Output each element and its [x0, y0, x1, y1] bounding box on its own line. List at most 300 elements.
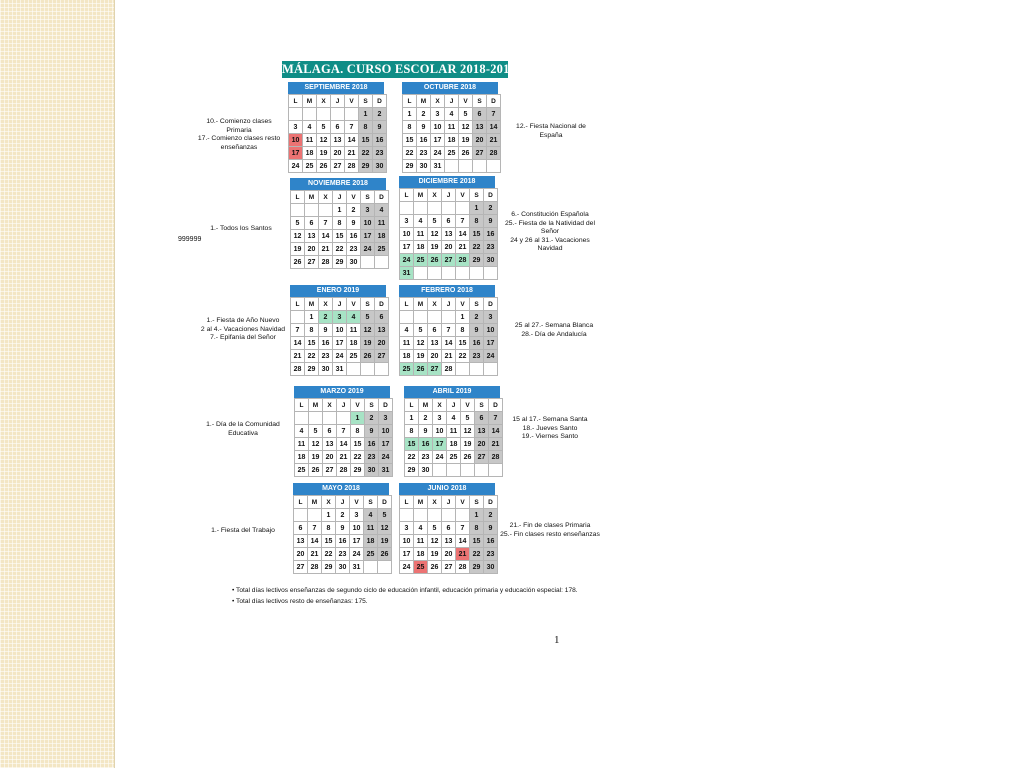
- day-cell: 24: [379, 451, 393, 464]
- day-cell: 23: [319, 350, 333, 363]
- day-cell: 6: [442, 522, 456, 535]
- empty-cell: [484, 267, 498, 280]
- day-cell: 5: [317, 121, 331, 134]
- empty-cell: [473, 160, 487, 173]
- weekday-label: J: [445, 95, 459, 108]
- day-cell: 16: [484, 228, 498, 241]
- day-cell: 17: [289, 147, 303, 160]
- day-cell: 11: [347, 324, 361, 337]
- day-cell: 26: [291, 256, 305, 269]
- month-header: ABRIL 2019: [404, 386, 500, 398]
- day-cell: 7: [456, 522, 470, 535]
- day-cell: 13: [442, 535, 456, 548]
- day-cell: 6: [475, 412, 489, 425]
- day-cell: 13: [442, 228, 456, 241]
- weekday-label: D: [375, 298, 389, 311]
- day-cell: 6: [442, 215, 456, 228]
- day-cell: 21: [456, 548, 470, 561]
- day-cell: 16: [484, 535, 498, 548]
- day-cell: 22: [333, 243, 347, 256]
- empty-cell: [414, 267, 428, 280]
- day-cell: 4: [303, 121, 317, 134]
- day-cell: 19: [428, 241, 442, 254]
- day-cell: 9: [484, 522, 498, 535]
- day-cell: 19: [361, 337, 375, 350]
- empty-cell: [456, 363, 470, 376]
- day-cell: 5: [414, 324, 428, 337]
- day-cell: 17: [350, 535, 364, 548]
- empty-cell: [400, 202, 414, 215]
- note-line: 28.- Día de Andalucía: [521, 330, 587, 338]
- day-cell: 28: [487, 147, 501, 160]
- note-line: 1.- Fiesta del Trabajo: [211, 527, 275, 534]
- weekday-label: D: [487, 95, 501, 108]
- day-cell: 25: [364, 548, 378, 561]
- weekday-label: J: [333, 191, 347, 204]
- day-cell: 24: [289, 160, 303, 173]
- day-cell: 21: [291, 350, 305, 363]
- day-cell: 18: [295, 451, 309, 464]
- day-cell: 8: [470, 522, 484, 535]
- day-cell: 27: [323, 464, 337, 477]
- day-cell: 14: [345, 134, 359, 147]
- day-cell: 14: [291, 337, 305, 350]
- month-grid: [402, 94, 501, 173]
- day-cell: 7: [345, 121, 359, 134]
- day-cell: 20: [442, 241, 456, 254]
- day-cell: 18: [400, 350, 414, 363]
- day-cell: 26: [317, 160, 331, 173]
- note-line: 24 y 26 al 31.- Vacaciones Navidad: [510, 236, 590, 252]
- day-cell: 22: [470, 241, 484, 254]
- day-cell: 21: [308, 548, 322, 561]
- empty-cell: [470, 267, 484, 280]
- day-cell: 24: [350, 548, 364, 561]
- empty-cell: [470, 363, 484, 376]
- day-cell: 7: [337, 425, 351, 438]
- day-cell: 22: [322, 548, 336, 561]
- day-cell: 12: [361, 324, 375, 337]
- note-line: 12.- Fiesta Nacional de España: [516, 123, 586, 139]
- note-line: 1.- Fiesta de Año Nuevo: [206, 317, 280, 324]
- day-cell: 10: [289, 134, 303, 147]
- day-cell: 23: [484, 241, 498, 254]
- month-header: DICIEMBRE 2018: [399, 176, 495, 188]
- day-cell: 8: [322, 522, 336, 535]
- day-cell: 1: [456, 311, 470, 324]
- weekday-label: X: [323, 399, 337, 412]
- weekday-label: J: [447, 399, 461, 412]
- day-cell: 10: [333, 324, 347, 337]
- day-cell: 16: [347, 230, 361, 243]
- day-cell: 3: [350, 509, 364, 522]
- day-cell: 11: [400, 337, 414, 350]
- weekday-label: X: [317, 95, 331, 108]
- day-cell: 17: [333, 337, 347, 350]
- day-cell: 5: [459, 108, 473, 121]
- day-cell: 14: [489, 425, 503, 438]
- day-cell: 26: [459, 147, 473, 160]
- month-grid: [288, 94, 387, 173]
- day-cell: 1: [403, 108, 417, 121]
- weekday-label: S: [359, 95, 373, 108]
- day-cell: 29: [322, 561, 336, 574]
- day-cell: 1: [359, 108, 373, 121]
- weekday-label: S: [475, 399, 489, 412]
- empty-cell: [475, 464, 489, 477]
- day-cell: 22: [456, 350, 470, 363]
- day-cell: 8: [359, 121, 373, 134]
- month-header: ENERO 2019: [290, 285, 386, 297]
- day-cell: 23: [470, 350, 484, 363]
- day-cell: 16: [373, 134, 387, 147]
- day-cell: 12: [428, 535, 442, 548]
- day-cell: 31: [350, 561, 364, 574]
- day-cell: 20: [428, 350, 442, 363]
- month-header: JUNIO 2018: [399, 483, 495, 495]
- day-cell: 12: [378, 522, 392, 535]
- day-cell: 18: [414, 548, 428, 561]
- day-cell: 30: [373, 160, 387, 173]
- day-cell: 25: [303, 160, 317, 173]
- day-cell: 16: [365, 438, 379, 451]
- empty-cell: [309, 412, 323, 425]
- empty-cell: [442, 202, 456, 215]
- day-cell: 5: [461, 412, 475, 425]
- weekday-label: L: [291, 298, 305, 311]
- empty-cell: [456, 202, 470, 215]
- day-cell: 30: [365, 464, 379, 477]
- day-cell: 3: [433, 412, 447, 425]
- day-cell: 1: [470, 509, 484, 522]
- weekday-label: L: [400, 496, 414, 509]
- day-cell: 19: [317, 147, 331, 160]
- day-cell: 9: [365, 425, 379, 438]
- weekday-label: D: [484, 496, 498, 509]
- note-line: 25.- Fiesta de la Natividad del Señor: [505, 219, 595, 235]
- day-cell: 21: [345, 147, 359, 160]
- note-line: 17.- Comienzo clases resto enseñanzas: [197, 135, 281, 151]
- day-cell: 21: [456, 241, 470, 254]
- day-cell: 21: [442, 350, 456, 363]
- weekday-label: D: [484, 298, 498, 311]
- day-cell: 23: [365, 451, 379, 464]
- day-cell: 3: [333, 311, 347, 324]
- day-cell: 30: [347, 256, 361, 269]
- day-cell: 21: [337, 451, 351, 464]
- day-cell: 2: [484, 202, 498, 215]
- day-cell: 31: [333, 363, 347, 376]
- day-cell: 30: [419, 464, 433, 477]
- empty-cell: [442, 311, 456, 324]
- day-cell: 18: [364, 535, 378, 548]
- weekday-label: X: [428, 298, 442, 311]
- empty-cell: [361, 363, 375, 376]
- code-label: 999999: [178, 236, 202, 243]
- day-cell: 18: [375, 230, 389, 243]
- day-cell: 3: [361, 204, 375, 217]
- empty-cell: [289, 108, 303, 121]
- day-cell: 4: [347, 311, 361, 324]
- empty-cell: [433, 464, 447, 477]
- day-cell: 24: [433, 451, 447, 464]
- day-cell: 12: [309, 438, 323, 451]
- day-cell: 28: [442, 363, 456, 376]
- weekday-label: S: [470, 496, 484, 509]
- month-header: MAYO 2018: [293, 483, 389, 495]
- day-cell: 12: [414, 337, 428, 350]
- weekday-label: X: [322, 496, 336, 509]
- empty-cell: [400, 311, 414, 324]
- day-cell: 6: [305, 217, 319, 230]
- day-cell: 25: [347, 350, 361, 363]
- month-grid: [290, 190, 389, 269]
- day-cell: 23: [336, 548, 350, 561]
- note-line: 19.- Viernes Santo: [521, 433, 579, 440]
- empty-cell: [456, 509, 470, 522]
- day-cell: 7: [319, 217, 333, 230]
- calendar-april: [404, 386, 500, 477]
- weekday-label: J: [336, 496, 350, 509]
- day-cell: 7: [487, 108, 501, 121]
- day-cell: 20: [323, 451, 337, 464]
- calendar-february: [399, 285, 495, 376]
- day-cell: 27: [442, 254, 456, 267]
- day-cell: 15: [403, 134, 417, 147]
- day-cell: 26: [414, 363, 428, 376]
- note-line: 7.- Epifanía del Señor: [210, 334, 276, 341]
- day-cell: 25: [414, 254, 428, 267]
- day-cell: 15: [470, 228, 484, 241]
- empty-cell: [378, 561, 392, 574]
- day-cell: 11: [364, 522, 378, 535]
- day-cell: 13: [331, 134, 345, 147]
- day-cell: 15: [351, 438, 365, 451]
- day-cell: 14: [456, 228, 470, 241]
- weekday-label: M: [414, 298, 428, 311]
- day-cell: 1: [405, 412, 419, 425]
- footer-notes: [232, 586, 578, 607]
- day-cell: 29: [333, 256, 347, 269]
- note-september: [196, 118, 282, 152]
- weekday-label: L: [291, 191, 305, 204]
- month-grid: [399, 297, 498, 376]
- month-grid: [294, 398, 393, 477]
- day-cell: 7: [291, 324, 305, 337]
- day-cell: 15: [305, 337, 319, 350]
- day-cell: 8: [351, 425, 365, 438]
- day-cell: 15: [470, 535, 484, 548]
- day-cell: 27: [331, 160, 345, 173]
- day-cell: 11: [414, 228, 428, 241]
- day-cell: 17: [484, 337, 498, 350]
- day-cell: 29: [470, 254, 484, 267]
- day-cell: 14: [319, 230, 333, 243]
- day-cell: 29: [359, 160, 373, 173]
- weekday-label: L: [400, 298, 414, 311]
- weekday-label: M: [419, 399, 433, 412]
- weekday-label: S: [361, 298, 375, 311]
- day-cell: 4: [295, 425, 309, 438]
- day-cell: 21: [319, 243, 333, 256]
- weekday-label: V: [351, 399, 365, 412]
- day-cell: 25: [400, 363, 414, 376]
- day-cell: 23: [417, 147, 431, 160]
- day-cell: 10: [400, 228, 414, 241]
- day-cell: 5: [309, 425, 323, 438]
- day-cell: 5: [428, 215, 442, 228]
- day-cell: 9: [373, 121, 387, 134]
- day-cell: 13: [305, 230, 319, 243]
- day-cell: 12: [291, 230, 305, 243]
- day-cell: 23: [347, 243, 361, 256]
- day-cell: 23: [373, 147, 387, 160]
- day-cell: 10: [361, 217, 375, 230]
- day-cell: 14: [337, 438, 351, 451]
- day-cell: 1: [351, 412, 365, 425]
- empty-cell: [445, 160, 459, 173]
- day-cell: 5: [361, 311, 375, 324]
- day-cell: 11: [447, 425, 461, 438]
- empty-cell: [331, 108, 345, 121]
- day-cell: 29: [403, 160, 417, 173]
- day-cell: 2: [373, 108, 387, 121]
- day-cell: 31: [400, 267, 414, 280]
- note-line: 2 al 4.- Vacaciones Navidad: [200, 325, 286, 333]
- day-cell: 20: [375, 337, 389, 350]
- day-cell: 3: [484, 311, 498, 324]
- empty-cell: [361, 256, 375, 269]
- empty-cell: [428, 509, 442, 522]
- day-cell: 6: [331, 121, 345, 134]
- weekday-label: V: [461, 399, 475, 412]
- day-cell: 27: [428, 363, 442, 376]
- day-cell: 11: [303, 134, 317, 147]
- day-cell: 19: [459, 134, 473, 147]
- day-cell: 15: [333, 230, 347, 243]
- day-cell: 16: [419, 438, 433, 451]
- day-cell: 24: [400, 254, 414, 267]
- note-line: 15 al 17.- Semana Santa: [512, 416, 588, 423]
- month-header: MARZO 2019: [294, 386, 390, 398]
- day-cell: 10: [433, 425, 447, 438]
- day-cell: 1: [333, 204, 347, 217]
- month-grid: [293, 495, 392, 574]
- note-june: [500, 522, 600, 539]
- day-cell: 13: [475, 425, 489, 438]
- day-cell: 25: [414, 561, 428, 574]
- day-cell: 8: [333, 217, 347, 230]
- day-cell: 28: [319, 256, 333, 269]
- day-cell: 27: [473, 147, 487, 160]
- day-cell: 30: [319, 363, 333, 376]
- day-cell: 17: [379, 438, 393, 451]
- day-cell: 22: [351, 451, 365, 464]
- day-cell: 10: [431, 121, 445, 134]
- day-cell: 7: [308, 522, 322, 535]
- note-line: 6.- Constitución Española: [511, 211, 589, 218]
- weekday-label: S: [470, 298, 484, 311]
- weekday-label: X: [433, 399, 447, 412]
- weekday-label: M: [309, 399, 323, 412]
- month-grid: [404, 398, 503, 477]
- day-cell: 8: [405, 425, 419, 438]
- day-cell: 27: [442, 561, 456, 574]
- weekday-label: J: [442, 189, 456, 202]
- day-cell: 3: [379, 412, 393, 425]
- calendar-january: [290, 285, 386, 376]
- day-cell: 6: [323, 425, 337, 438]
- note-line: 25 al 27.- Semana Blanca: [514, 322, 594, 329]
- note-line: 21.- Fin de clases Primaria: [509, 522, 591, 529]
- day-cell: 9: [417, 121, 431, 134]
- empty-cell: [294, 509, 308, 522]
- day-cell: 28: [345, 160, 359, 173]
- day-cell: 28: [337, 464, 351, 477]
- day-cell: 21: [489, 438, 503, 451]
- day-cell: 3: [289, 121, 303, 134]
- empty-cell: [428, 267, 442, 280]
- empty-cell: [414, 509, 428, 522]
- day-cell: 18: [447, 438, 461, 451]
- calendar-june: [399, 483, 495, 574]
- day-cell: 26: [461, 451, 475, 464]
- day-cell: 11: [295, 438, 309, 451]
- day-cell: 22: [405, 451, 419, 464]
- weekday-label: S: [361, 191, 375, 204]
- note-line: 25.- Fin clases resto enseñanzas: [500, 530, 600, 538]
- decorative-sidebar: [0, 0, 115, 768]
- weekday-label: X: [428, 189, 442, 202]
- day-cell: 4: [364, 509, 378, 522]
- day-cell: 29: [405, 464, 419, 477]
- weekday-label: V: [345, 95, 359, 108]
- month-grid: [399, 495, 498, 574]
- day-cell: 8: [305, 324, 319, 337]
- note-line: 18.- Jueves Santo: [522, 424, 578, 432]
- day-cell: 9: [319, 324, 333, 337]
- weekday-label: S: [470, 189, 484, 202]
- page-number: 1: [554, 634, 560, 646]
- day-cell: 30: [484, 561, 498, 574]
- calendar-march: [294, 386, 390, 477]
- day-cell: 11: [375, 217, 389, 230]
- day-cell: 17: [400, 241, 414, 254]
- day-cell: 11: [445, 121, 459, 134]
- empty-cell: [489, 464, 503, 477]
- day-cell: 22: [470, 548, 484, 561]
- day-cell: 14: [308, 535, 322, 548]
- day-cell: 19: [461, 438, 475, 451]
- day-cell: 18: [414, 241, 428, 254]
- day-cell: 17: [400, 548, 414, 561]
- day-cell: 26: [428, 561, 442, 574]
- calendar-september: [288, 82, 384, 173]
- day-cell: 2: [484, 509, 498, 522]
- day-cell: 6: [473, 108, 487, 121]
- weekday-label: J: [331, 95, 345, 108]
- day-cell: 1: [322, 509, 336, 522]
- day-cell: 9: [484, 215, 498, 228]
- day-cell: 4: [400, 324, 414, 337]
- weekday-label: M: [414, 189, 428, 202]
- day-cell: 27: [375, 350, 389, 363]
- empty-cell: [303, 108, 317, 121]
- day-cell: 7: [456, 215, 470, 228]
- day-cell: 9: [470, 324, 484, 337]
- day-cell: 29: [470, 561, 484, 574]
- day-cell: 8: [456, 324, 470, 337]
